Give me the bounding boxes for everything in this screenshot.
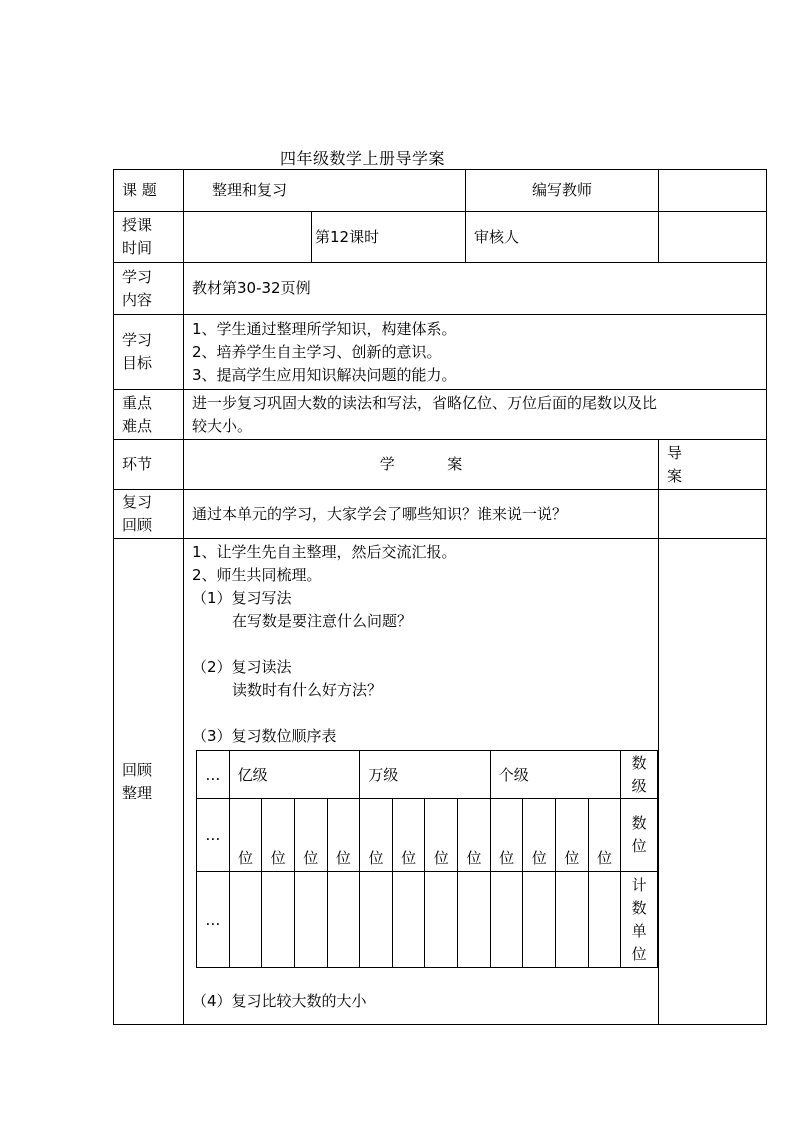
digit-cell: 位	[392, 799, 425, 872]
topic-label: 课 题	[114, 170, 184, 212]
row-label-unit: 计 数 单 位	[621, 872, 658, 968]
digit-cell: 位	[360, 799, 393, 872]
row-summary	[114, 539, 767, 1025]
section-header: 环节	[114, 440, 184, 490]
digit-cell: 位	[294, 799, 327, 872]
row-topic	[114, 170, 767, 212]
content-label: 学习 内容	[114, 263, 184, 315]
place-row-units	[197, 872, 658, 968]
summary-content: 1、让学生先自主整理，然后交流汇报。 2、师生共同梳理。 （1）复习写法 在写数是要注意什么问题？ （2）复习读法 读数时有什么好方法？ （3）复习数位顺序表 … 亿级 万级 个级 数 级 … 位 位 位 位 位 位 位 位 位 位 位 位 数 位 … 计 数 单 位 （4）复习比较大数的大小	[184, 539, 659, 1025]
row-label-level: 数 级	[621, 751, 658, 799]
plan-header: 学 案	[184, 440, 659, 490]
date-value	[184, 212, 312, 263]
lesson-plan-table	[113, 169, 767, 1025]
goal-item: 1、学生通过整理所学知识，构建体系。	[192, 319, 457, 338]
place-row-digits	[197, 799, 658, 872]
group-ge: 个级	[490, 751, 621, 799]
reviewer-label: 审核人	[466, 212, 659, 263]
goals-list	[184, 315, 767, 390]
guide-header: 导 案	[659, 440, 767, 490]
topic-value: 整理和复习	[184, 170, 466, 212]
place-value-table	[196, 750, 658, 968]
digit-cell: 位	[523, 799, 556, 872]
key-text: 进一步复习巩固大数的读法和写法，省略亿位、万位后面的尾数以及比 较大小。	[184, 390, 767, 440]
subsection-title: （2）复习读法	[192, 658, 292, 676]
group-wan: 万级	[360, 751, 491, 799]
period-value: 第12课时	[312, 212, 466, 263]
digit-cell: 位	[458, 799, 491, 872]
row-review	[114, 490, 767, 539]
goal-item: 2、培养学生自主学习、创新的意识。	[192, 342, 442, 361]
subsection-title: （3）复习数位顺序表	[192, 727, 337, 745]
key-label: 重点 难点	[114, 390, 184, 440]
group-yi: 亿级	[229, 751, 360, 799]
summary-label: 回顾 整理	[114, 539, 184, 1025]
place-row-level	[197, 751, 658, 799]
digit-cell: 位	[425, 799, 458, 872]
subsection-title: （4）复习比较大数的大小	[192, 992, 367, 1010]
digit-cell: 位	[229, 799, 262, 872]
row-content	[114, 263, 767, 315]
ellipsis: …	[197, 799, 230, 872]
goals-label: 学习 目标	[114, 315, 184, 390]
digit-cell: 位	[327, 799, 360, 872]
digit-cell: 位	[490, 799, 523, 872]
reviewer-value	[659, 212, 767, 263]
digit-cell: 位	[556, 799, 589, 872]
subsection-title: （1）复习写法	[192, 589, 292, 607]
content-value: 教材第30-32页例	[184, 263, 767, 315]
time-label: 授课 时间	[114, 212, 184, 263]
digit-cell: 位	[262, 799, 295, 872]
row-goals	[114, 315, 767, 390]
goal-item: 3、提高学生应用知识解决问题的能力。	[192, 365, 457, 384]
digit-cell: 位	[588, 799, 621, 872]
row-header	[114, 440, 767, 490]
ellipsis: …	[197, 872, 230, 968]
row-label-place: 数 位	[621, 799, 658, 872]
teacher-label: 编写教师	[466, 170, 659, 212]
review-label: 复习 回顾	[114, 490, 184, 539]
page-title: 四年级数学上册导学案	[280, 149, 446, 168]
row-time	[114, 212, 767, 263]
teacher-value	[659, 170, 767, 212]
ellipsis: …	[197, 751, 230, 799]
review-text: 通过本单元的学习，大家学会了哪些知识？谁来说一说？	[184, 490, 659, 539]
row-key	[114, 390, 767, 440]
